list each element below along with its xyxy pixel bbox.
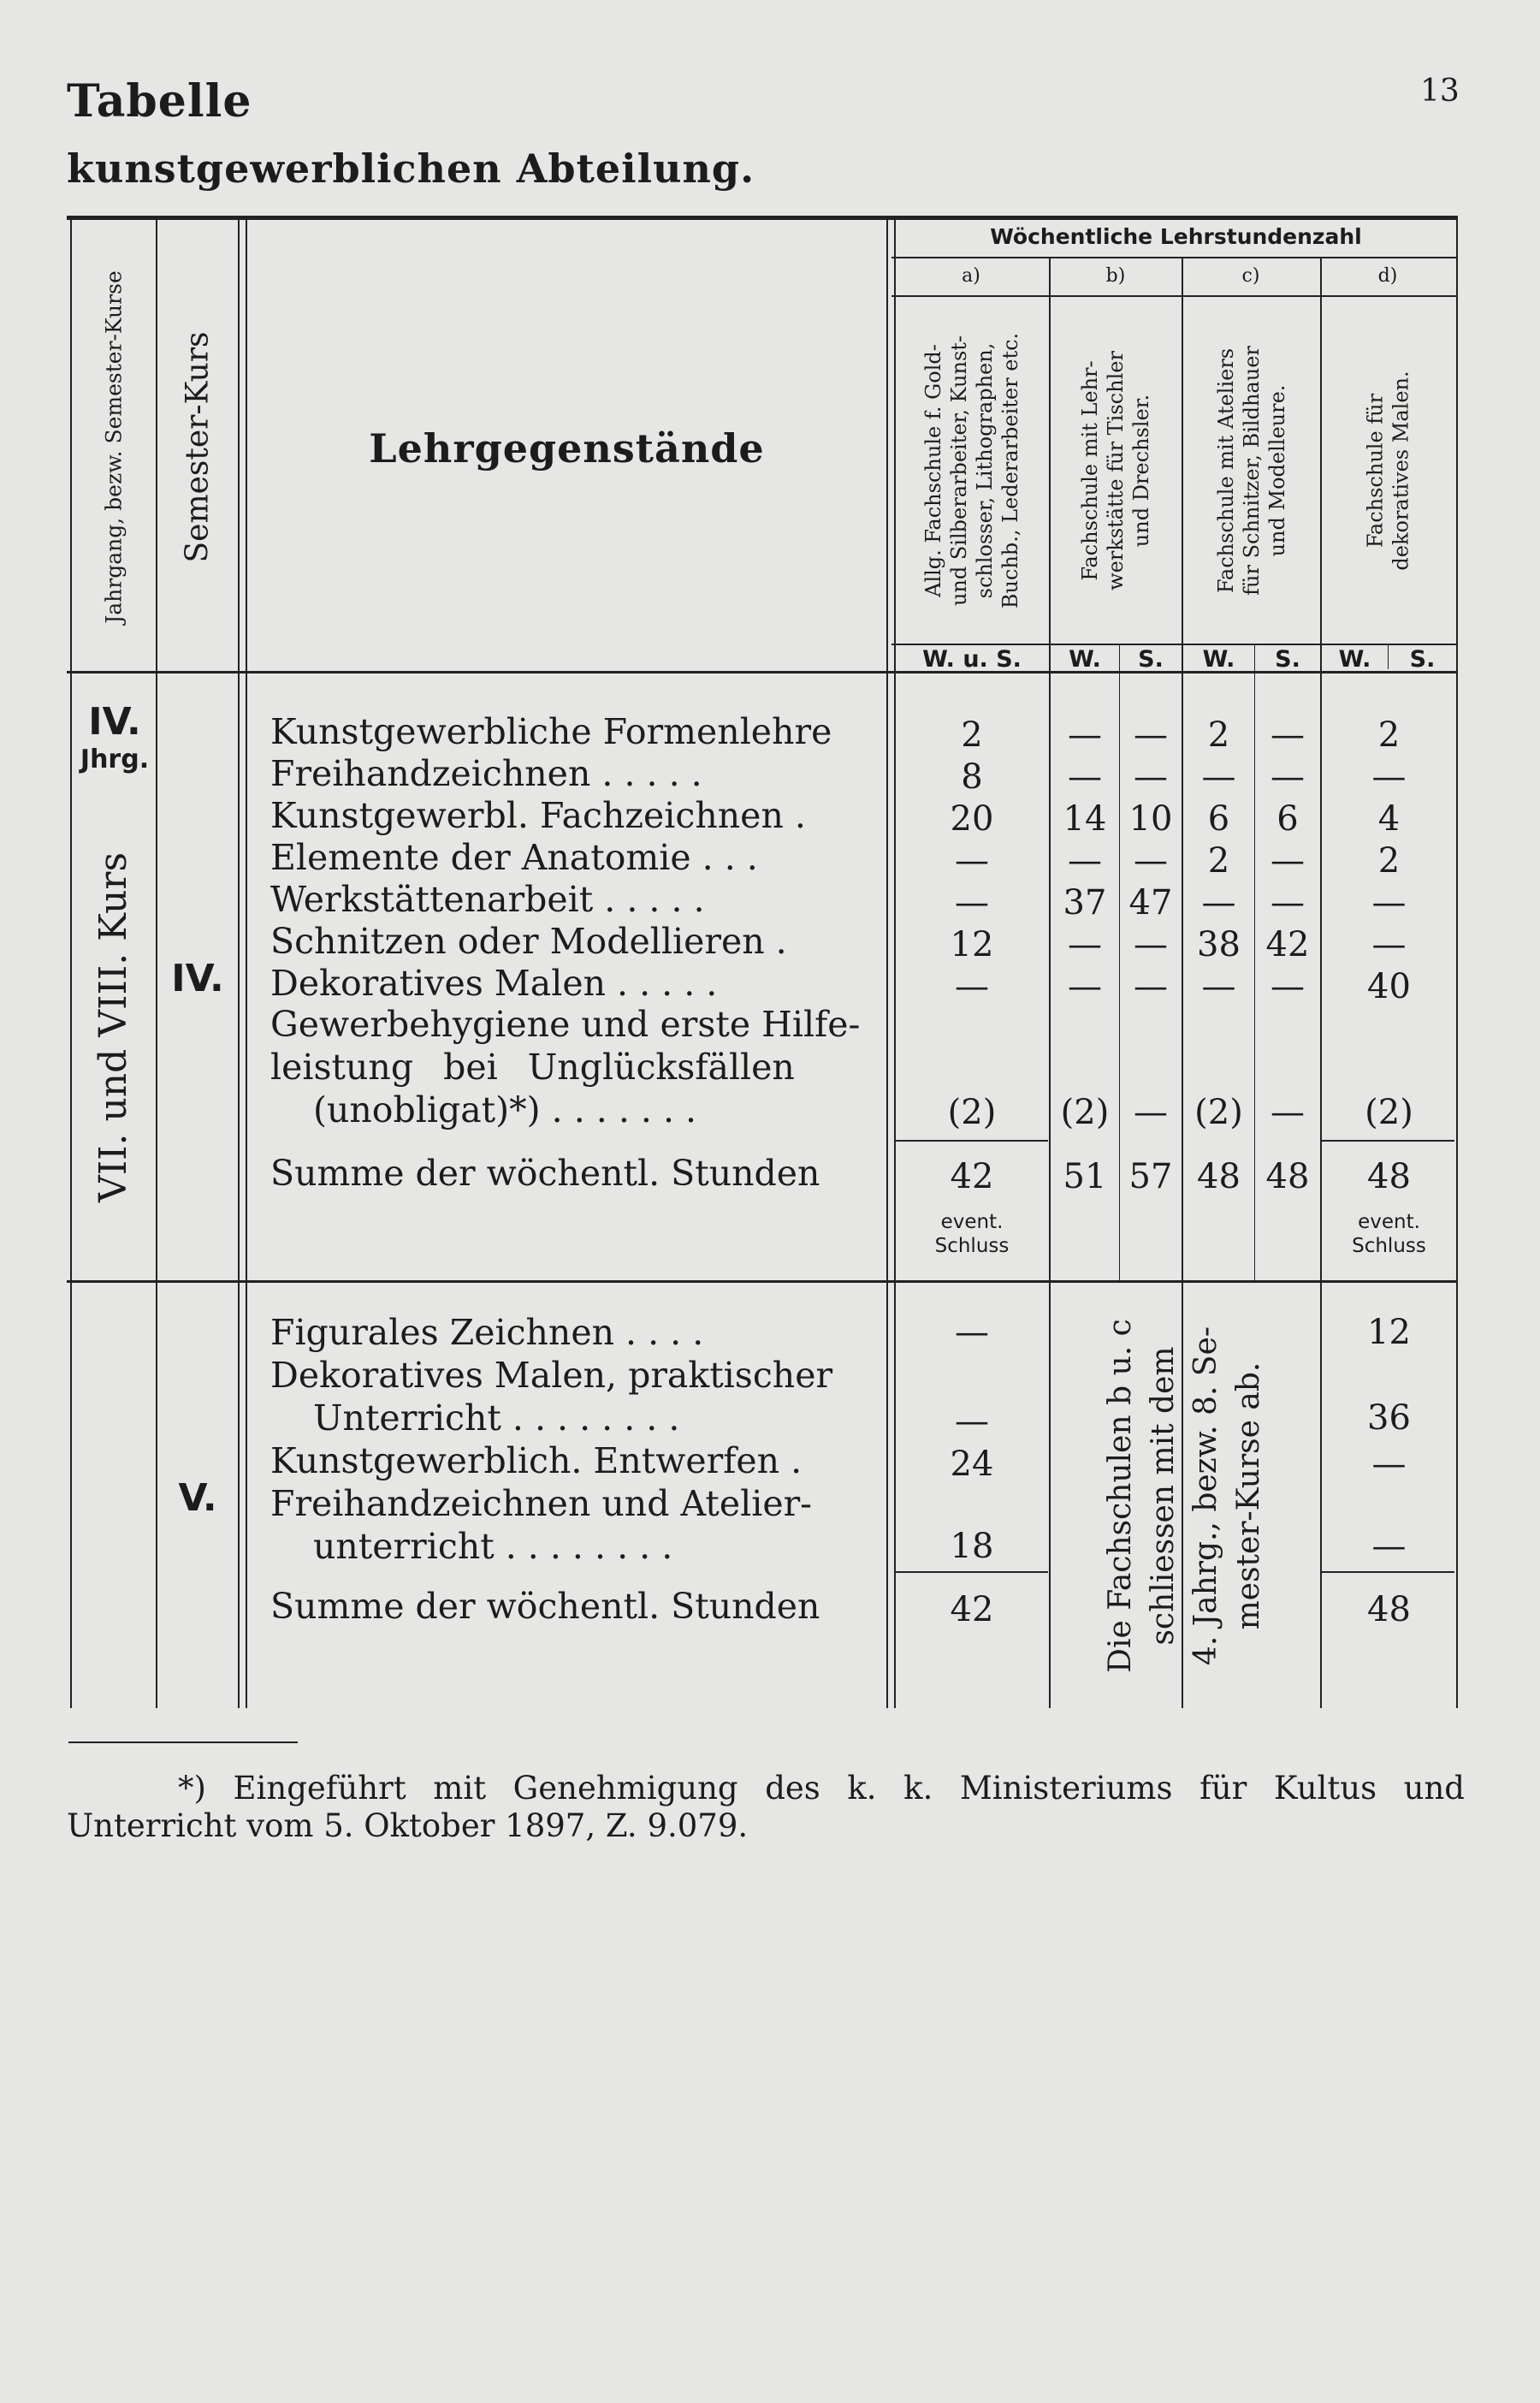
school-d-letter: d) <box>1377 265 1398 287</box>
sum-iv-c-w: 48 <box>1197 1157 1241 1196</box>
sum-iv-note-d: event. Schluss <box>1352 1211 1426 1257</box>
school-c-letter: c) <box>1241 265 1260 287</box>
iv-cell-6-d: 40 <box>1367 967 1411 1006</box>
season-b-s: S. <box>1138 646 1164 673</box>
iv-cell-2-c-w: 6 <box>1207 799 1230 839</box>
iv-cell-2-a: 20 <box>950 799 994 839</box>
iv-cell-6-b-s: — <box>1134 967 1168 1006</box>
semester-iv-label: IV. <box>171 957 224 1000</box>
iv-subject-2: Kunstgewerbl. Fachzeichnen . <box>270 795 806 836</box>
iv-cell-0-d: 2 <box>1377 715 1401 755</box>
season-b-w: W. <box>1069 646 1101 673</box>
col-line-2a <box>238 216 240 1708</box>
iv-cell-1-b-w: — <box>1068 757 1102 797</box>
sum-v-top-rule-d <box>1322 1571 1454 1573</box>
school-a-letter: a) <box>962 265 980 287</box>
iv-cell-3-b-w: — <box>1068 841 1102 881</box>
sum-iv-b-s: 57 <box>1128 1157 1173 1196</box>
v-d-dekorativ: 36 <box>1367 1398 1411 1438</box>
hygiene-b-s: — <box>1134 1093 1168 1132</box>
iv-cell-3-d: 2 <box>1377 841 1401 881</box>
iv-subject-5: Schnitzen oder Modellieren . <box>270 921 787 962</box>
season-d-s: S. <box>1409 646 1436 673</box>
iv-cell-2-b-s: 10 <box>1128 799 1173 839</box>
v-a-dekorativ: — <box>955 1402 989 1441</box>
school-d-header: Fachschule für dekoratives Malen. <box>1364 371 1413 571</box>
iv-cell-4-b-s: 47 <box>1128 883 1173 923</box>
sum-iv-top-rule-d <box>1322 1140 1454 1142</box>
page-subtitle: kunstgewerblichen Abteilung. <box>67 145 755 192</box>
iv-subject-0: Kunstgewerbliche Formenlehre <box>270 711 832 752</box>
hygiene-c-s: — <box>1270 1093 1305 1132</box>
iv-cell-4-d: — <box>1371 883 1407 923</box>
season-c-w: W. <box>1202 646 1235 673</box>
sum-iv-c-s: 48 <box>1265 1157 1310 1196</box>
season-d-w: W. <box>1338 646 1371 673</box>
iv-cell-5-c-s: 42 <box>1265 925 1310 964</box>
iv-cell-6-b-w: — <box>1068 967 1102 1006</box>
hours-header: Wöchentliche Lehrstundenzahl <box>990 224 1362 249</box>
iv-subject-4: Werkstättenarbeit . . . . . <box>270 879 705 920</box>
v-subject-atelier-2: unterricht . . . . . . . . <box>313 1526 673 1567</box>
iv-cell-5-d: — <box>1371 925 1407 964</box>
sum-iv-label: Summe der wöchentl. Stunden <box>270 1153 820 1194</box>
hygiene-d: (2) <box>1365 1093 1413 1132</box>
iv-cell-5-a: 12 <box>950 925 994 964</box>
iv-cell-2-b-w: 14 <box>1063 799 1107 839</box>
iv-cell-1-d: — <box>1371 757 1407 797</box>
school-a-header: Allg. Fachschule f. Gold- und Silberarbeiter, Kunst- schlosser, Lithographen, Buchb., Lederarbeiter etc. <box>921 332 1022 609</box>
iv-subject-1: Freihandzeichnen . . . . . <box>270 753 702 794</box>
letters-rule <box>891 295 1458 297</box>
col-line-right <box>1456 216 1458 1708</box>
hygiene-a: (2) <box>947 1093 997 1132</box>
iv-cell-1-c-w: — <box>1201 757 1236 797</box>
iv-cell-2-d: 4 <box>1377 799 1401 839</box>
iv-cell-5-b-s: — <box>1134 925 1168 964</box>
v-d-atelier: — <box>1371 1527 1407 1566</box>
iv-cell-6-c-w: — <box>1201 967 1236 1006</box>
iv-cell-4-a: — <box>955 883 989 923</box>
iv-cell-3-b-s: — <box>1134 841 1168 881</box>
iv-cell-0-a: 2 <box>961 715 983 755</box>
school-b-letter: b) <box>1105 265 1126 287</box>
sum-iv-b-w: 51 <box>1063 1157 1107 1196</box>
page-title: Tabelle <box>67 75 252 128</box>
footnote-rule <box>68 1741 298 1743</box>
iv-cell-4-b-w: 37 <box>1063 883 1107 923</box>
v-d-figurales: 12 <box>1367 1313 1411 1352</box>
iv-subject-6: Dekoratives Malen . . . . . <box>270 963 718 1004</box>
v-a-atelier: 18 <box>950 1527 994 1566</box>
school-c-header: Fachschule mit Ateliers für Schnitzer, Bildhauer und Modelleure. <box>1213 346 1289 596</box>
iv-cell-5-c-w: 38 <box>1197 925 1241 964</box>
table-top-rule <box>67 216 1458 220</box>
sum-iv-d: 48 <box>1367 1157 1411 1196</box>
iv-cell-6-c-s: — <box>1270 967 1305 1006</box>
hours-header-rule <box>891 257 1458 258</box>
season-c-s: S. <box>1275 646 1300 673</box>
iv-cell-3-c-w: 2 <box>1207 841 1230 881</box>
iv-cell-1-a: 8 <box>961 757 983 797</box>
v-subject-figurales: Figurales Zeichnen . . . . <box>270 1312 704 1353</box>
sum-v-d: 48 <box>1367 1590 1411 1629</box>
iv-subject-3: Elemente der Anatomie . . . <box>270 837 758 878</box>
iv-cell-3-c-s: — <box>1270 841 1305 881</box>
hygiene-c-w: (2) <box>1194 1093 1243 1132</box>
v-d-entwerfen: — <box>1371 1445 1407 1484</box>
sum-iv-note-a: event. Schluss <box>934 1211 1010 1257</box>
bc-note: Die Fachschulen b u. c schliessen mit dem 4. Jahrg., bezw. 8. Se- mester-Kurse ab. <box>1103 1318 1266 1673</box>
semester-v-label: V. <box>178 1476 217 1520</box>
iv-cell-2-c-s: 6 <box>1276 799 1299 839</box>
v-subject-dekorativ-2: Unterricht . . . . . . . . <box>313 1397 680 1439</box>
school-b-header: Fachschule mit Lehr- werkstätte für Tischler und Drechsler. <box>1078 351 1153 590</box>
subjects-column-header: Lehrgegenstände <box>369 425 765 472</box>
hygiene-line-3: (unobligat)*) . . . . . . . <box>313 1089 697 1130</box>
hygiene-line-1: Gewerbehygiene und erste Hilfe- <box>270 1004 861 1045</box>
footnote: *) Eingeführt mit Genehmigung des k. k. Ministeriums für Kultus und Unterricht vom 5. Oktober 1897, Z. 9.079. <box>67 1770 1465 1844</box>
section-divider <box>67 1280 1458 1283</box>
sum-iv-a: 42 <box>950 1157 994 1196</box>
v-subject-atelier-1: Freihandzeichnen und Atelier- <box>270 1483 813 1524</box>
iv-cell-0-b-w: — <box>1068 715 1102 755</box>
v-a-entwerfen: 24 <box>950 1445 994 1484</box>
sum-v-top-rule-a <box>894 1571 1048 1573</box>
iv-cell-4-c-s: — <box>1270 883 1305 923</box>
col-line-3a <box>886 216 888 1708</box>
sum-v-label: Summe der wöchentl. Stunden <box>270 1586 820 1627</box>
page-number: 13 <box>1420 74 1460 109</box>
season-top-rule <box>891 644 1458 645</box>
iv-cell-1-c-s: — <box>1270 757 1305 797</box>
iv-cell-4-c-w: — <box>1201 883 1236 923</box>
iv-cell-5-b-w: — <box>1068 925 1102 964</box>
iv-cell-6-a: — <box>955 967 989 1006</box>
v-subject-dekorativ-1: Dekoratives Malen, praktischer <box>270 1355 833 1396</box>
iv-cell-1-b-s: — <box>1134 757 1168 797</box>
iv-cell-0-b-s: — <box>1134 715 1168 755</box>
hygiene-line-2: leistung bei Unglücksfällen <box>270 1047 795 1088</box>
iv-cell-0-c-w: 2 <box>1207 715 1230 755</box>
v-a-figurales: — <box>955 1313 989 1352</box>
sum-iv-top-rule-a <box>894 1140 1048 1142</box>
kurs-label: VII. und VIII. Kurs <box>92 851 136 1202</box>
sum-v-a: 42 <box>950 1590 994 1629</box>
jahrgang-column-header: Jahrgang, bezw. Semester-Kurse <box>101 270 127 624</box>
season-a: W. u. S. <box>922 646 1022 673</box>
v-subject-entwerfen: Kunstgewerblich. Entwerfen . <box>270 1440 803 1481</box>
hygiene-b-w: (2) <box>1060 1093 1110 1132</box>
iv-cell-0-c-s: — <box>1270 715 1305 755</box>
iv-cell-3-a: — <box>955 841 989 881</box>
semester-column-header: Semester-Kurs <box>180 331 216 563</box>
jahrgang-iv-label: IV. Jhrg. <box>80 700 150 774</box>
